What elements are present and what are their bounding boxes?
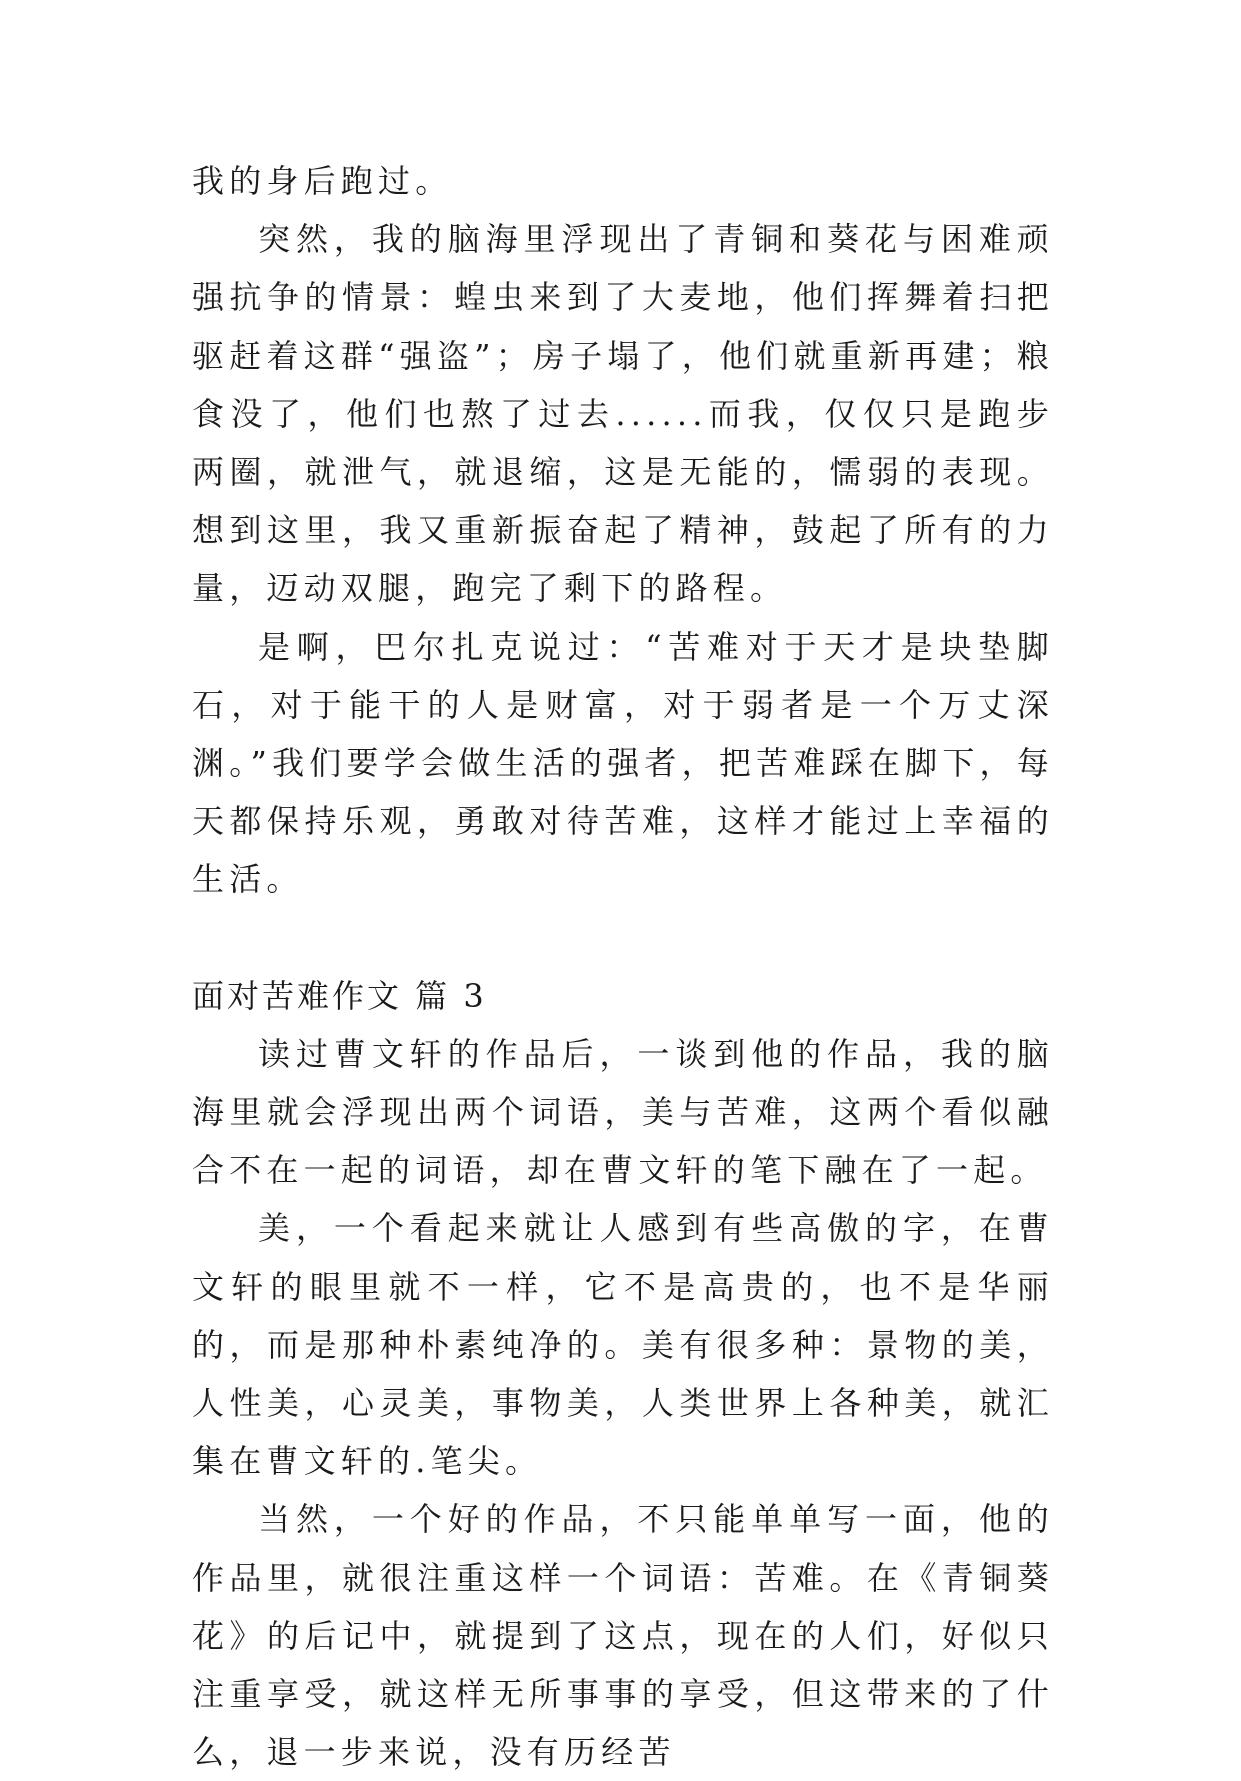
document-page [192,152,1054,1781]
paragraph: 当然，一个好的作品，不只能单单写一面，他的作品里，就很注重这样一个词语：苦难。在《青铜葵花》的后记中，就提到了这点，现在的人们，好似只注重享受，就这样无所事事的享受，但这带来的了什么，退一步来说，没有历经苦 [192,1500,1054,1772]
paragraph: 突然，我的脑海里浮现出了青铜和葵花与困难顽强抗争的情景：蝗虫来到了大麦地，他们挥舞着扫把驱赶着这群“强盗”；房子塌了，他们就重新再建；粮食没了，他们也熬了过去......而我，仅仅只是跑步两圈，就泄气，就退缩，这是无能的，懦弱的表现。想到这里，我又重新振奋起了精神，鼓起了所有的力量，迈动双腿，跑完了剩下的路程。 [192,220,1054,608]
paragraph: 是啊，巴尔扎克说过：“苦难对于天才是块垫脚石，对于能干的人是财富，对于弱者是一个万丈深渊。”我们要学会做生活的强者，把苦难踩在脚下，每天都保持乐观，勇敢对待苦难，这样才能过上幸福的生活。 [192,627,1054,899]
paragraph: 读过曹文轩的作品后，一谈到他的作品，我的脑海里就会浮现出两个词语，美与苦难，这两个看似融合不在一起的词语，却在曹文轩的笔下融在了一起。 [192,1034,1054,1190]
section-heading: 面对苦难作文 篇 3 [192,976,487,1015]
paragraph-continuation: 我的身后跑过。 [192,162,453,200]
paragraph: 美，一个看起来就让人感到有些高傲的字，在曹文轩的眼里就不一样，它不是高贵的，也不是华丽的，而是那种朴素纯净的。美有很多种：景物的美，人性美，心灵美，事物美，人类世界上各种美，就汇集在曹文轩的.笔尖。 [192,1209,1054,1481]
